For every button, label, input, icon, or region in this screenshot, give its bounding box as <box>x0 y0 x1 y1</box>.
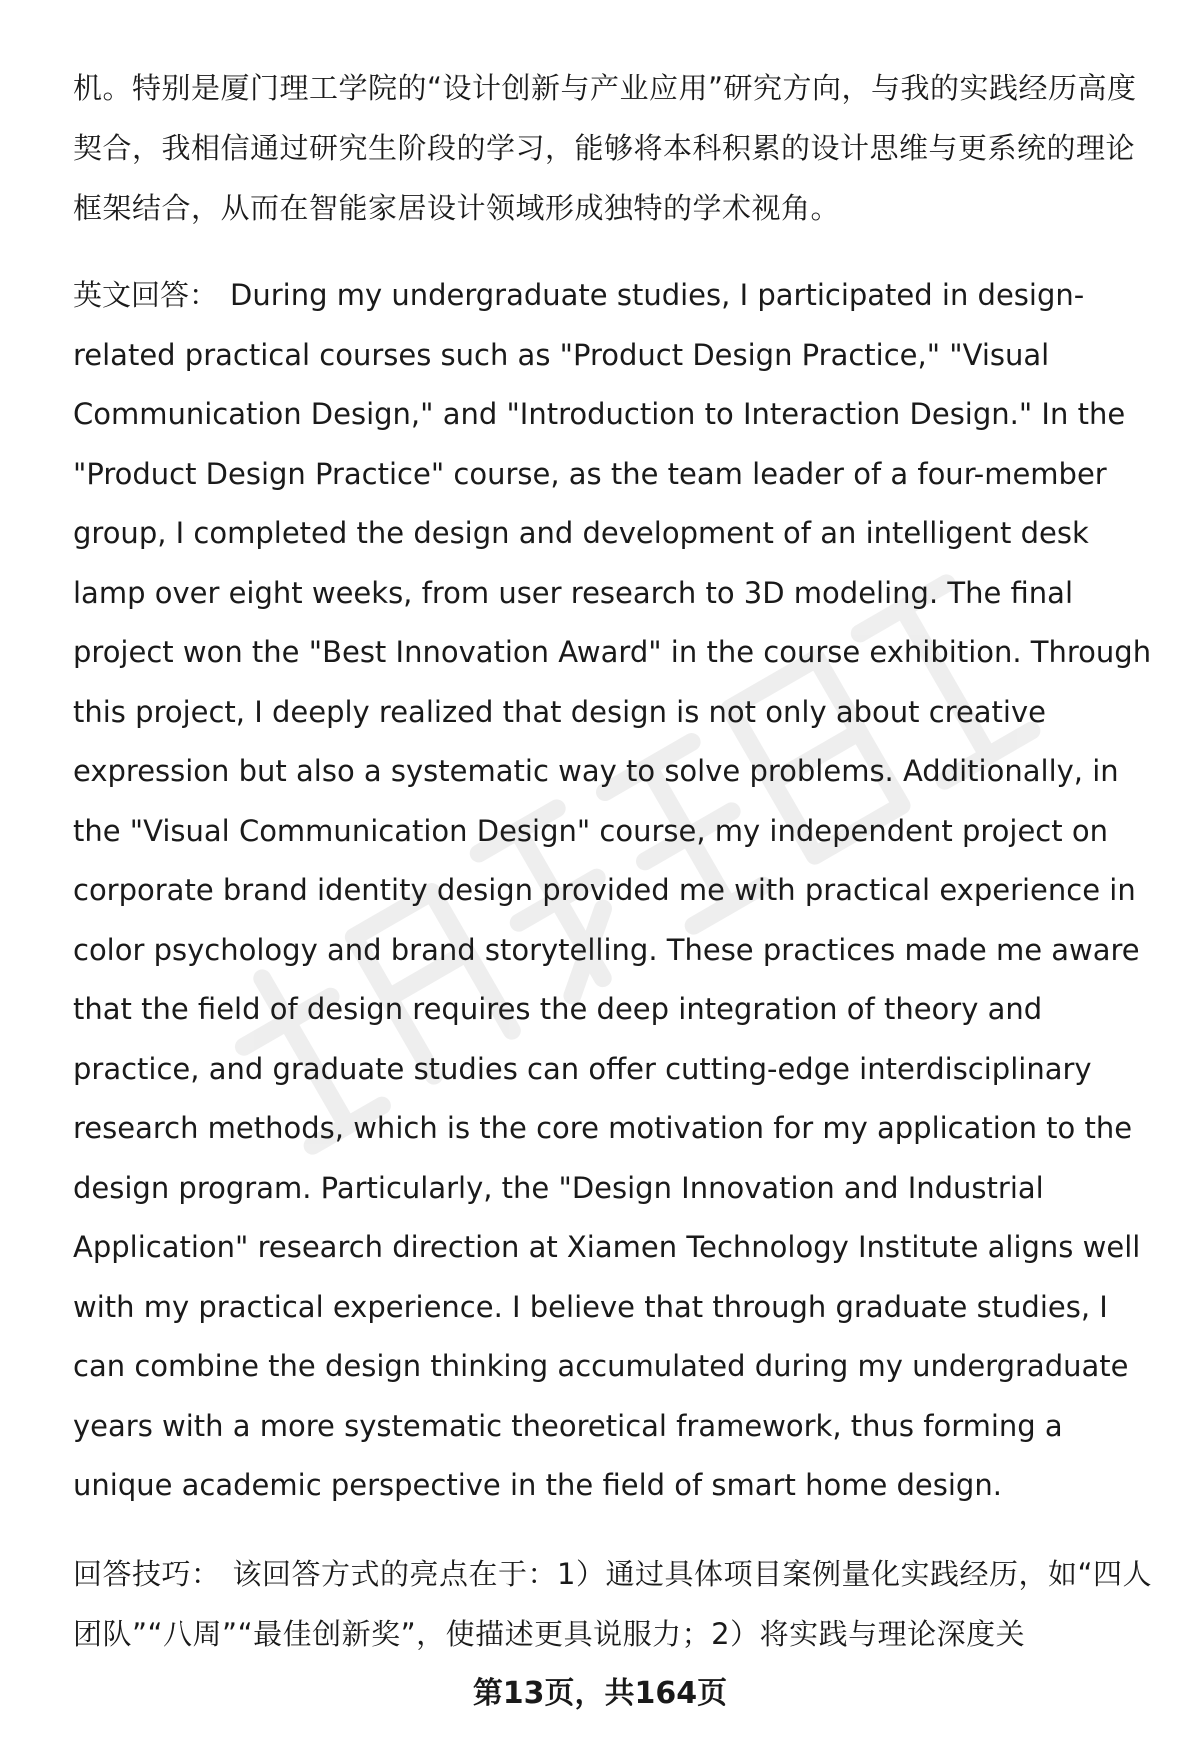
english-answer-label: 英文回答： <box>73 278 219 312</box>
paragraph-gap <box>73 1516 1153 1544</box>
answer-tips-text: 该回答方式的亮点在于：1）通过具体项目案例量化实践经历，如“四人团队”“八周”“最佳创新奖”，使描述更具说服力；2）将实践与理论深度关 <box>73 1556 1152 1651</box>
document-body <box>73 58 1153 1664</box>
english-answer-paragraph <box>73 266 1153 1516</box>
paragraph-gap <box>73 238 1153 266</box>
answer-tips-paragraph <box>73 1544 1153 1664</box>
page-number-footer: 第13页，共164页 <box>472 1676 728 1711</box>
english-answer-text: During my undergraduate studies, I participated in design-related practical courses such as "Product Design Practice," "Visual Communication Design," and "Introduction to Interaction Design." In the "Product Design Practice" course, as the team leader of a four-member group, I completed the design and development of an intelligent desk lamp over eight weeks, from user research to 3D modeling. The final project won the "Best Innovation Award" in the course exhibition. Through this project, I deeply realized that design is not only about creative expression but also a systematic way to solve problems. Additionally, in the "Visual Communication Design" course, my independent project on corporate brand identity design provided me with practical experience in color psychology and brand storytelling. These practices made me aware that the field of design requires the deep integration of theory and practice, and graduate studies can offer cutting-edge interdisciplinary research methods, which is the core motivation for my application to the design program. Particularly, the "Design Innovation and Industrial Application" research direction at Xiamen Technology Institute aligns well with my practical experience. I believe that through graduate studies, I can combine the design thinking accumulated during my undergraduate years with a more systematic theoretical framework, thus forming a unique academic perspective in the field of smart home design. <box>73 278 1152 1502</box>
answer-tips-label: 回答技巧： <box>73 1556 221 1591</box>
chinese-answer-continuation: 机。特别是厦门理工学院的“设计创新与产业应用”研究方向，与我的实践经历高度契合，我相信通过研究生阶段的学习，能够将本科积累的设计思维与更系统的理论框架结合，从而在智能家居设计领域形成独特的学术视角。 <box>73 71 1137 225</box>
